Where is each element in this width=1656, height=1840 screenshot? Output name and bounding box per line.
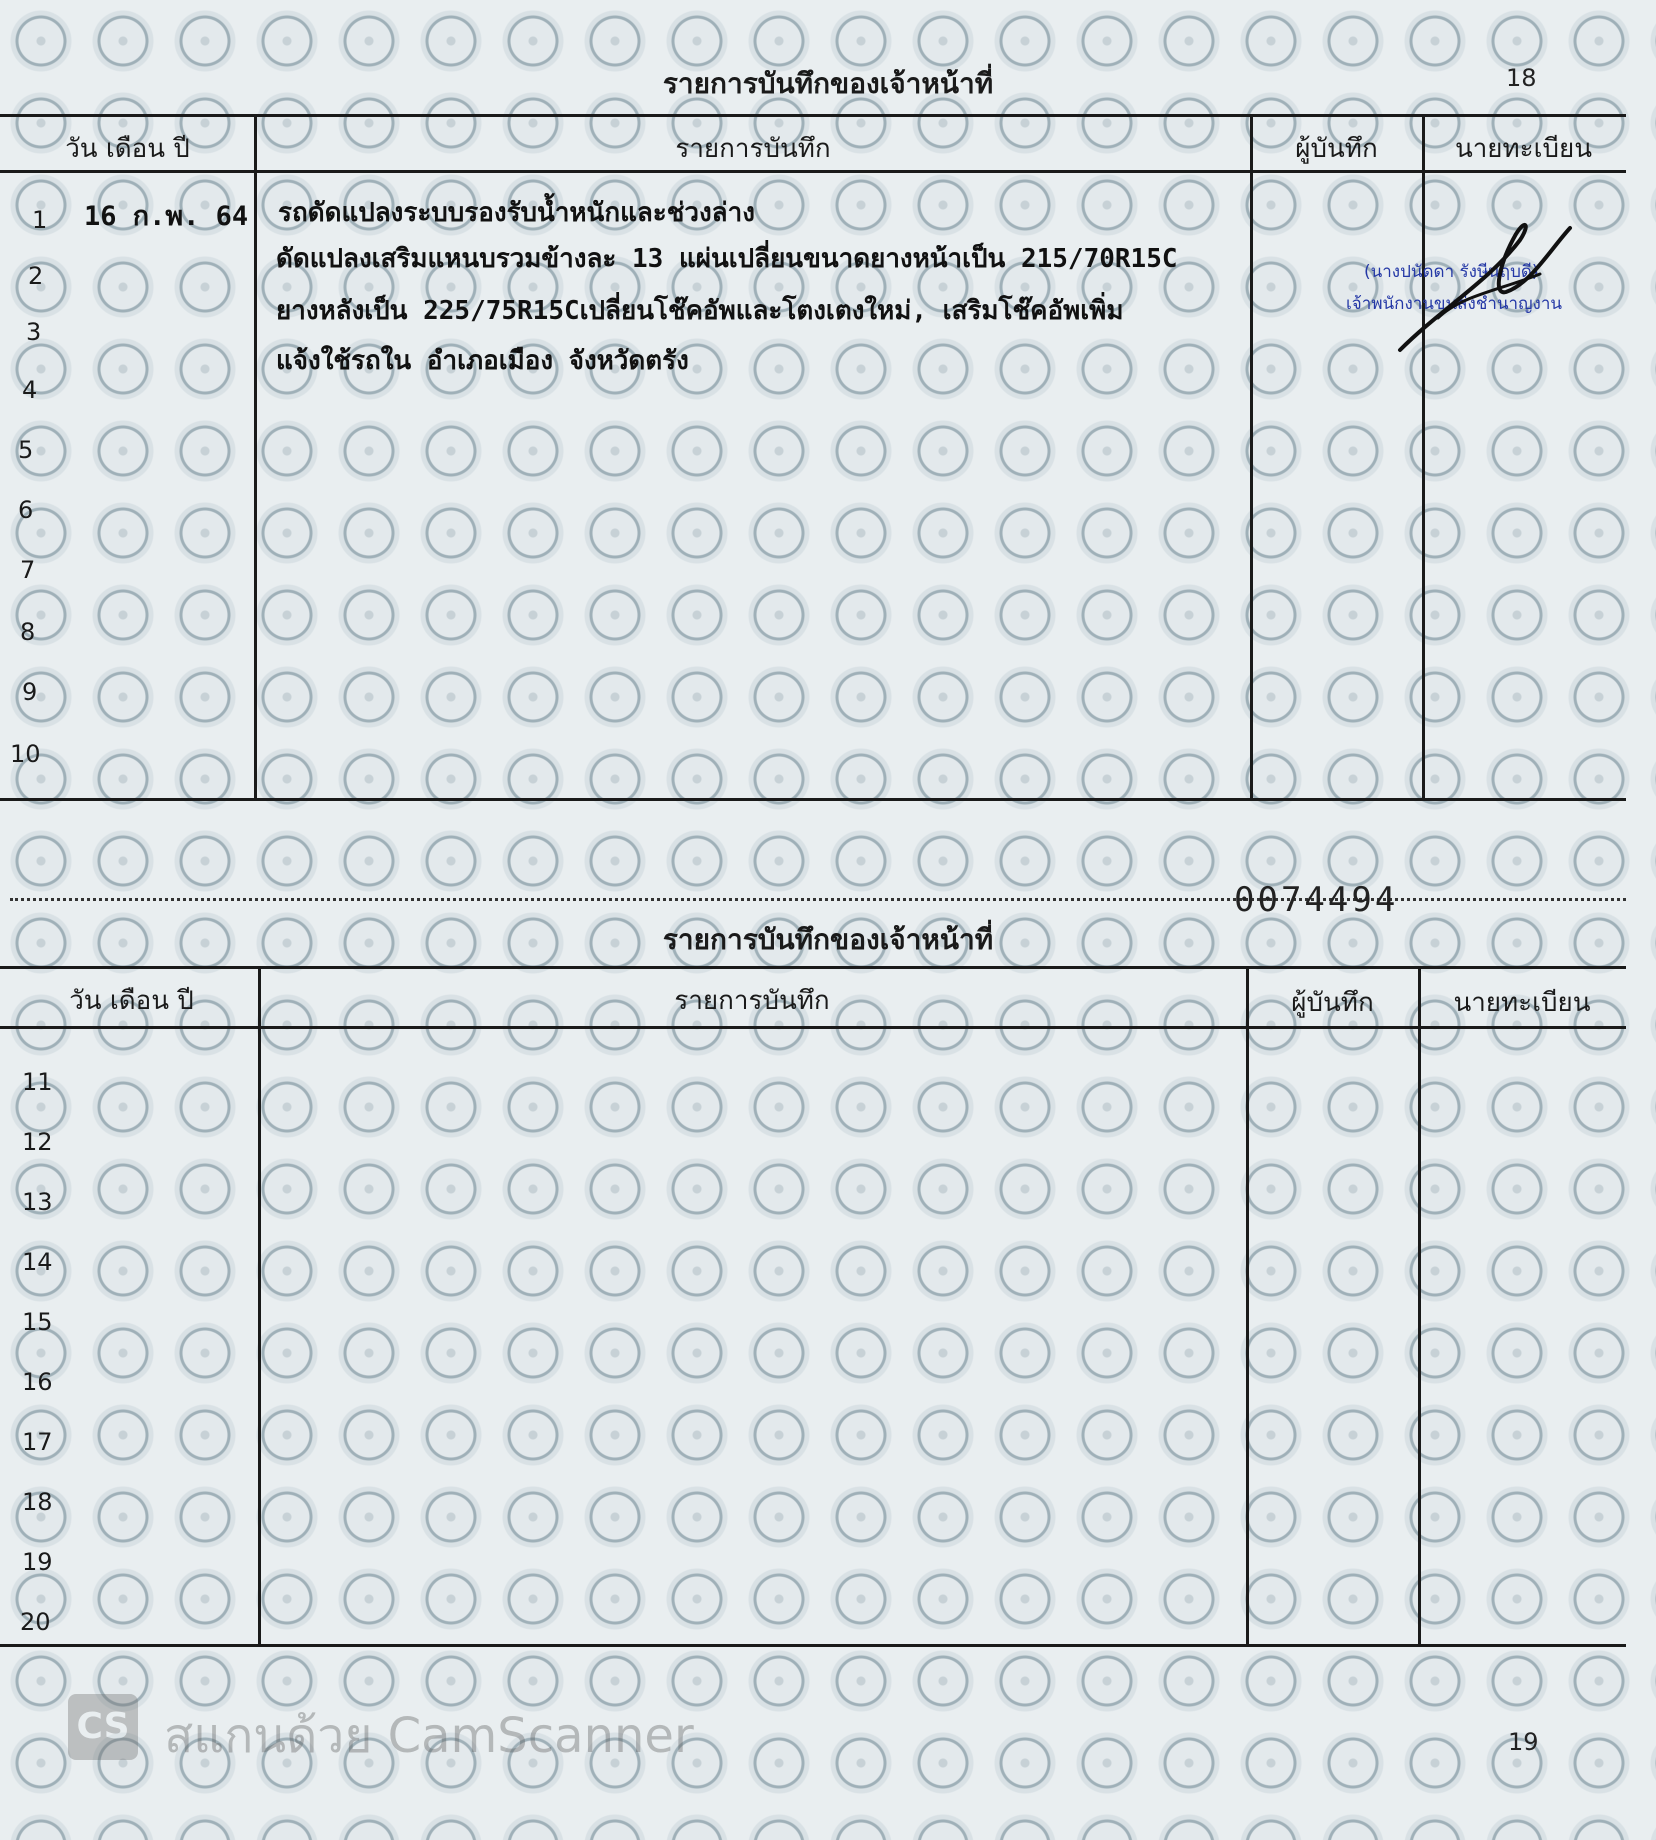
- entry-date: 16 ก.พ. 64: [84, 201, 249, 232]
- header-bottom-border: [0, 1026, 1626, 1029]
- watermark-text: สแกนด้วย CamScanner: [164, 1708, 694, 1764]
- page-18: [0, 0, 1656, 820]
- row-number: 18: [22, 1488, 53, 1516]
- table-bottom-border: [0, 798, 1626, 801]
- row-number: 20: [20, 1608, 51, 1636]
- page-19: [0, 882, 1656, 1840]
- column-divider: [1246, 966, 1249, 1646]
- column-header-registrar: นายทะเบียน: [1453, 988, 1591, 1018]
- camscanner-logo-icon: CS: [68, 1694, 138, 1760]
- row-number: 3: [26, 318, 42, 346]
- column-header-recorder: ผู้บันทึก: [1295, 134, 1378, 164]
- row-number: 11: [22, 1068, 53, 1096]
- table-bottom-border: [0, 1644, 1626, 1647]
- row-number: 15: [22, 1308, 53, 1336]
- entry-line: ยางหลังเป็น 225/75R15Cเปลี่ยนโช๊คอัพและโตงเตงใหม่, เสริมโช๊คอัพเพิ่ม: [276, 296, 1124, 326]
- row-number: 14: [22, 1248, 53, 1276]
- official-position-stamp: เจ้าพนักงานขนส่งชำนาญงาน: [1346, 294, 1563, 314]
- page-number: 19: [1508, 1728, 1539, 1756]
- handwritten-signature: [1380, 200, 1580, 360]
- entry-line: รถดัดแปลงระบบรองรับน้ำหนักและช่วงล่าง: [278, 198, 755, 228]
- column-header-record: รายการบันทึก: [675, 134, 831, 164]
- row-number: 1: [32, 206, 48, 234]
- entry-line: ดัดแปลงเสริมแหนบรวมข้างละ 13 แผ่นเปลี่ยนขนาดยางหน้าเป็น 215/70R15C: [276, 244, 1178, 274]
- row-number: 8: [20, 618, 36, 646]
- row-number: 4: [22, 376, 38, 404]
- column-divider: [1418, 966, 1421, 1646]
- column-header-record: รายการบันทึก: [674, 986, 830, 1016]
- serial-number: 0074494: [1234, 880, 1399, 920]
- page-number: 18: [1506, 64, 1537, 92]
- column-divider: [1250, 114, 1253, 800]
- row-number: 9: [22, 678, 38, 706]
- header-bottom-border: [0, 170, 1626, 173]
- row-number: 12: [22, 1128, 53, 1156]
- row-number: 13: [22, 1188, 53, 1216]
- column-header-date: วัน เดือน ปี: [69, 986, 194, 1016]
- row-number: 2: [28, 262, 44, 290]
- official-name-stamp: (นางปนัดดา รังษีนฤบดี): [1364, 262, 1539, 282]
- column-header-registrar: นายทะเบียน: [1454, 134, 1593, 164]
- column-header-date: วัน เดือน ปี: [65, 134, 190, 164]
- row-number: 6: [18, 496, 34, 524]
- table-top-border: [0, 114, 1626, 117]
- page-title: รายการบันทึกของเจ้าหน้าที่: [662, 923, 994, 956]
- row-number: 5: [18, 436, 34, 464]
- row-number: 10: [10, 740, 41, 768]
- row-number: 7: [20, 556, 36, 584]
- column-divider: [254, 114, 257, 800]
- entry-line: แจ้งใช้รถใน อำเภอเมือง จังหวัดตรัง: [276, 346, 689, 376]
- row-number: 19: [22, 1548, 53, 1576]
- page-title: รายการบันทึกของเจ้าหน้าที่: [662, 67, 994, 100]
- column-divider: [258, 966, 261, 1646]
- column-header-recorder: ผู้บันทึก: [1291, 988, 1374, 1018]
- table-top-border: [0, 966, 1626, 969]
- row-number: 16: [22, 1368, 53, 1396]
- row-number: 17: [22, 1428, 53, 1456]
